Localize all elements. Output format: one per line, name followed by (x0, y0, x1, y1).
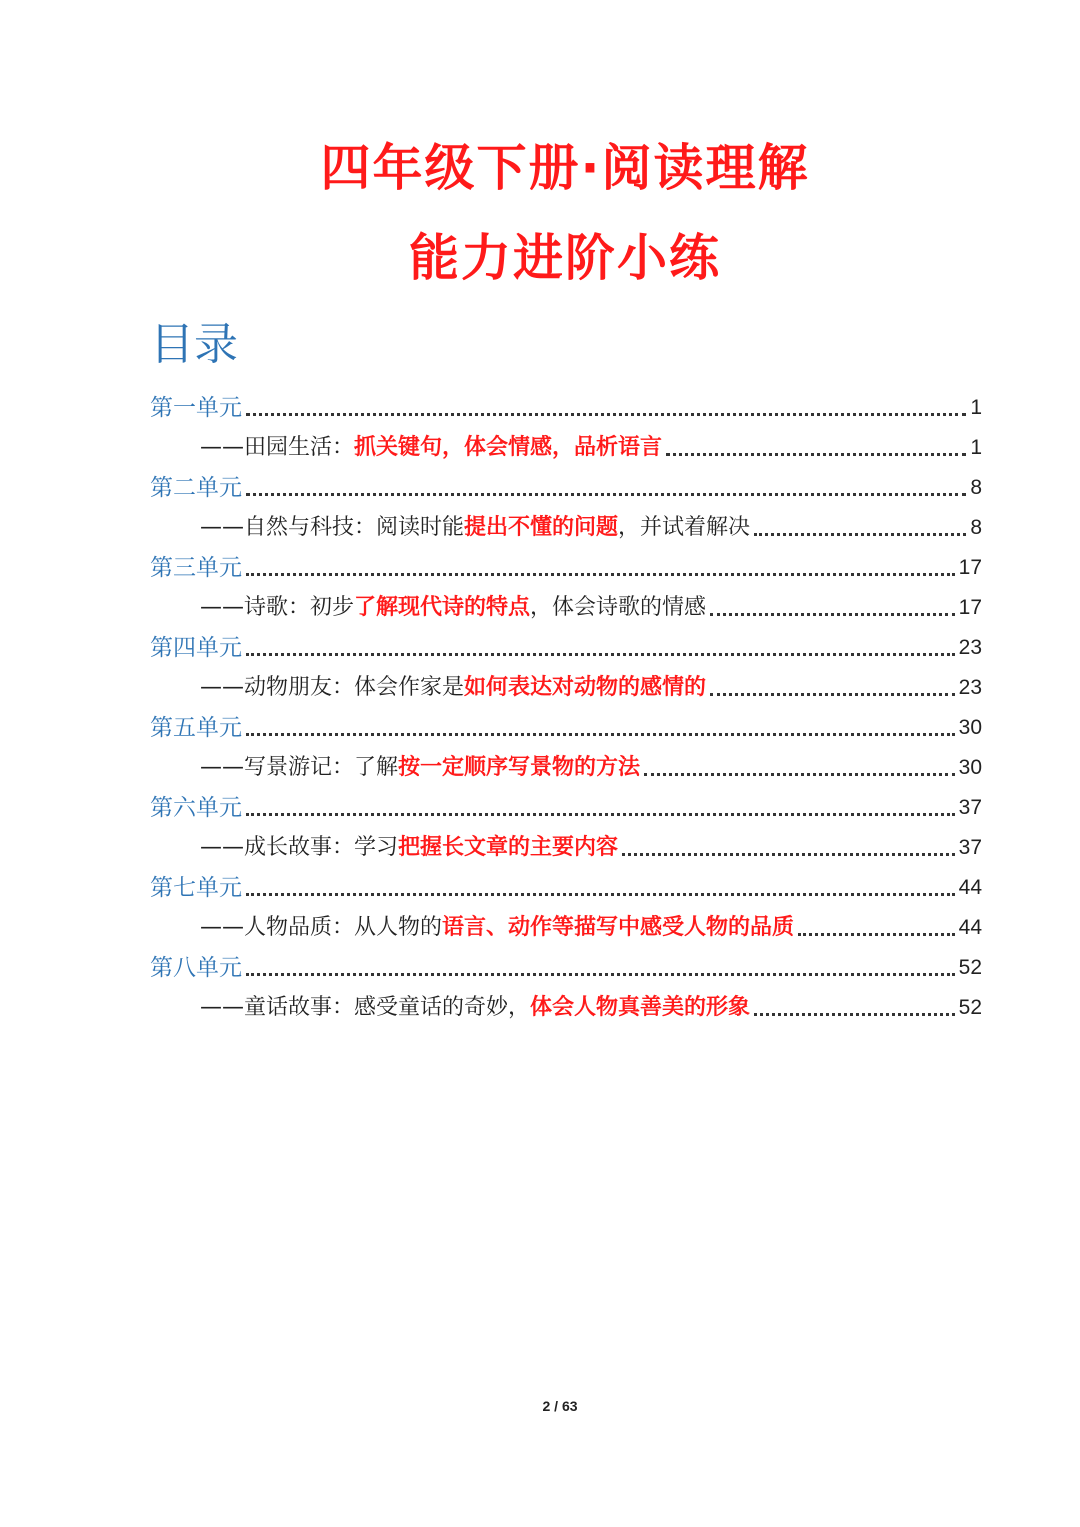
topic-emphasis: 提出不懂的问题 (464, 515, 619, 540)
page-number: 44 (958, 916, 982, 939)
page-number: 8 (970, 516, 982, 539)
unit-title: 第三单元 (150, 555, 242, 581)
unit-title: 第四单元 (150, 635, 242, 661)
dot-leader (754, 533, 966, 536)
topic-emphasis: 了解现代诗的特点 (354, 595, 531, 620)
topic-text: ——田园生活：抓关键句，体会情感，品析语言 (200, 435, 663, 460)
dot-leader (246, 813, 955, 816)
page-indicator: 2 / 63 (542, 1398, 578, 1414)
unit-title: 第二单元 (150, 475, 242, 501)
unit-title: 第八单元 (150, 955, 242, 981)
toc-entry-unit-6-topic[interactable] (150, 825, 982, 865)
page-number: 52 (958, 956, 982, 979)
topic-emphasis: 语言、动作等描写中感受人物的品质 (442, 915, 795, 940)
toc-entry-unit-7[interactable] (150, 865, 982, 905)
page-number: 37 (958, 836, 982, 859)
dot-leader (754, 1013, 955, 1016)
dot-leader (246, 973, 955, 976)
page-number: 1 (970, 396, 982, 419)
table-of-contents (150, 385, 982, 1025)
dot-leader (246, 733, 955, 736)
topic-emphasis: 按一定顺序写景物的方法 (398, 755, 641, 780)
dot-leader (798, 933, 955, 936)
toc-entry-unit-6[interactable] (150, 785, 982, 825)
page-number: 52 (958, 996, 982, 1019)
dot-leader (622, 853, 955, 856)
toc-entry-unit-7-topic[interactable] (150, 905, 982, 945)
toc-entry-unit-3-topic[interactable] (150, 585, 982, 625)
page-number: 8 (970, 476, 982, 499)
toc-entry-unit-8-topic[interactable] (150, 985, 982, 1025)
unit-title: 第一单元 (150, 395, 242, 421)
document-subtitle: 能力进阶小练 (409, 229, 721, 287)
topic-text: ——诗歌：初步了解现代诗的特点，体会诗歌的情感 (200, 595, 707, 620)
toc-heading: 目录 (150, 319, 238, 370)
page-number: 17 (958, 596, 982, 619)
toc-entry-unit-5[interactable] (150, 705, 982, 745)
toc-entry-unit-8[interactable] (150, 945, 982, 985)
unit-title: 第五单元 (150, 715, 242, 741)
topic-emphasis: 把握长文章的主要内容 (398, 835, 619, 860)
page-number: 23 (958, 636, 982, 659)
topic-text: ——成长故事：学习把握长文章的主要内容 (200, 835, 619, 860)
dot-leader (710, 613, 955, 616)
topic-emphasis: 体会人物真善美的形象 (530, 995, 751, 1020)
dot-leader (644, 773, 955, 776)
page-number: 23 (958, 676, 982, 699)
unit-title: 第六单元 (150, 795, 242, 821)
toc-entry-unit-3[interactable] (150, 545, 982, 585)
toc-entry-unit-5-topic[interactable] (150, 745, 982, 785)
topic-text: ——童话故事：感受童话的奇妙，体会人物真善美的形象 (200, 995, 751, 1020)
dot-leader (246, 893, 955, 896)
page-number: 30 (958, 716, 982, 739)
toc-entry-unit-4[interactable] (150, 625, 982, 665)
dot-leader (246, 413, 966, 416)
toc-entry-unit-1[interactable] (150, 385, 982, 425)
topic-emphasis: 抓关键句，体会情感，品析语言 (354, 435, 663, 460)
unit-title: 第七单元 (150, 875, 242, 901)
topic-text: ——动物朋友：体会作家是如何表达对动物的感情的 (200, 675, 707, 700)
dot-leader (246, 573, 955, 576)
page-number: 17 (958, 556, 982, 579)
toc-entry-unit-2[interactable] (150, 465, 982, 505)
toc-entry-unit-1-topic[interactable] (150, 425, 982, 465)
toc-entry-unit-4-topic[interactable] (150, 665, 982, 705)
dot-leader (246, 493, 966, 496)
page-number: 44 (958, 876, 982, 899)
toc-entry-unit-2-topic[interactable] (150, 505, 982, 545)
document-title: 四年级下册·阅读理解 (320, 139, 810, 197)
page-number: 30 (958, 756, 982, 779)
topic-text: ——写景游记：了解按一定顺序写景物的方法 (200, 755, 641, 780)
topic-text: ——自然与科技：阅读时能提出不懂的问题，并试着解决 (200, 515, 751, 540)
dot-leader (246, 653, 955, 656)
topic-emphasis: 如何表达对动物的感情的 (464, 675, 707, 700)
page-number: 1 (970, 436, 982, 459)
topic-text: ——人物品质：从人物的语言、动作等描写中感受人物的品质 (200, 915, 795, 940)
dot-leader (710, 693, 955, 696)
page-number: 37 (958, 796, 982, 819)
dot-leader (666, 453, 966, 456)
